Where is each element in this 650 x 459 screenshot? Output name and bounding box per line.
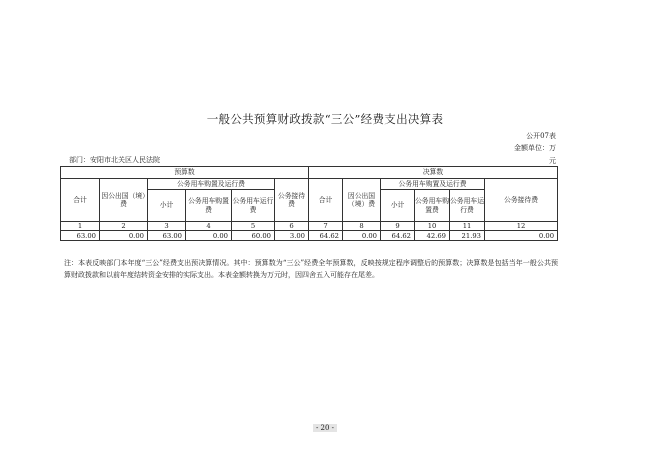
table-row bbox=[61, 179, 558, 190]
budget-header: 预算数 bbox=[61, 167, 309, 179]
budget-abroad-header: 因公出国（境）费 bbox=[100, 179, 148, 222]
table-row bbox=[61, 222, 558, 231]
budget-vehicle-operation-header: 公务用车运行费 bbox=[232, 190, 275, 222]
column-number: 6 bbox=[275, 222, 309, 231]
value-cell: 60.00 bbox=[232, 231, 275, 241]
value-cell: 42.69 bbox=[415, 231, 450, 241]
table-row bbox=[61, 167, 558, 179]
value-cell: 0.00 bbox=[100, 231, 148, 241]
value-cell: 63.00 bbox=[61, 231, 100, 241]
column-number: 12 bbox=[485, 222, 558, 231]
budget-reception-header: 公务接待费 bbox=[275, 179, 309, 222]
value-cell: 0.00 bbox=[186, 231, 232, 241]
column-number: 3 bbox=[148, 222, 186, 231]
final-subtotal-header: 小计 bbox=[381, 190, 415, 222]
final-reception-header: 公务接待费 bbox=[485, 179, 558, 222]
budget-total-header: 合计 bbox=[61, 179, 100, 222]
value-cell: 0.00 bbox=[485, 231, 558, 241]
final-total-header: 合计 bbox=[309, 179, 343, 222]
column-number: 7 bbox=[309, 222, 343, 231]
column-number: 1 bbox=[61, 222, 100, 231]
final-vehicle-operation-header: 公务用车运行费 bbox=[450, 190, 485, 222]
value-cell: 21.93 bbox=[450, 231, 485, 241]
value-cell: 3.00 bbox=[275, 231, 309, 241]
column-number: 11 bbox=[450, 222, 485, 231]
department-label: 部门：安阳市北关区人民法院 bbox=[69, 156, 160, 164]
budget-vehicle-group-header: 公务用车购置及运行费 bbox=[148, 179, 275, 190]
column-number: 9 bbox=[381, 222, 415, 231]
final-vehicle-purchase-header: 公务用车购置费 bbox=[415, 190, 450, 222]
value-cell: 0.00 bbox=[343, 231, 381, 241]
budget-subtotal-header: 小计 bbox=[148, 190, 186, 222]
column-number: 4 bbox=[186, 222, 232, 231]
budget-vehicle-purchase-header: 公务用车购置费 bbox=[186, 190, 232, 222]
final-header: 决算数 bbox=[309, 167, 558, 179]
column-number: 2 bbox=[100, 222, 148, 231]
expenditure-table bbox=[60, 166, 558, 241]
table-note: 注：本表反映部门本年度“三公”经费支出预决算情况。其中：预算数为“三公”经费全年预算数，反映按规定程序调整后的预算数；决算数是包括当年一般公共预算财政拨款和以前年度结转资金安排的实际支出。本表金额转换为万元时，因四舍五入可能存在尾差。 bbox=[64, 259, 558, 279]
column-number: 8 bbox=[343, 222, 381, 231]
final-abroad-header: 因公出国（境）费 bbox=[343, 179, 381, 222]
value-cell: 64.62 bbox=[309, 231, 343, 241]
form-number: 公开07表 bbox=[526, 132, 556, 140]
final-vehicle-group-header: 公务用车购置及运行费 bbox=[381, 179, 485, 190]
value-cell: 64.62 bbox=[381, 231, 415, 241]
column-number: 5 bbox=[232, 222, 275, 231]
page-number-label: - 20 - bbox=[313, 424, 337, 432]
column-number: 10 bbox=[415, 222, 450, 231]
page-number bbox=[0, 424, 650, 432]
unit-label: 金额单位：万 bbox=[514, 144, 556, 152]
unit-suffix: 元 bbox=[549, 157, 556, 165]
value-cell: 63.00 bbox=[148, 231, 186, 241]
page-title: 一般公共预算财政拨款“三公”经费支出决算表 bbox=[206, 112, 444, 126]
table-row bbox=[61, 231, 558, 241]
